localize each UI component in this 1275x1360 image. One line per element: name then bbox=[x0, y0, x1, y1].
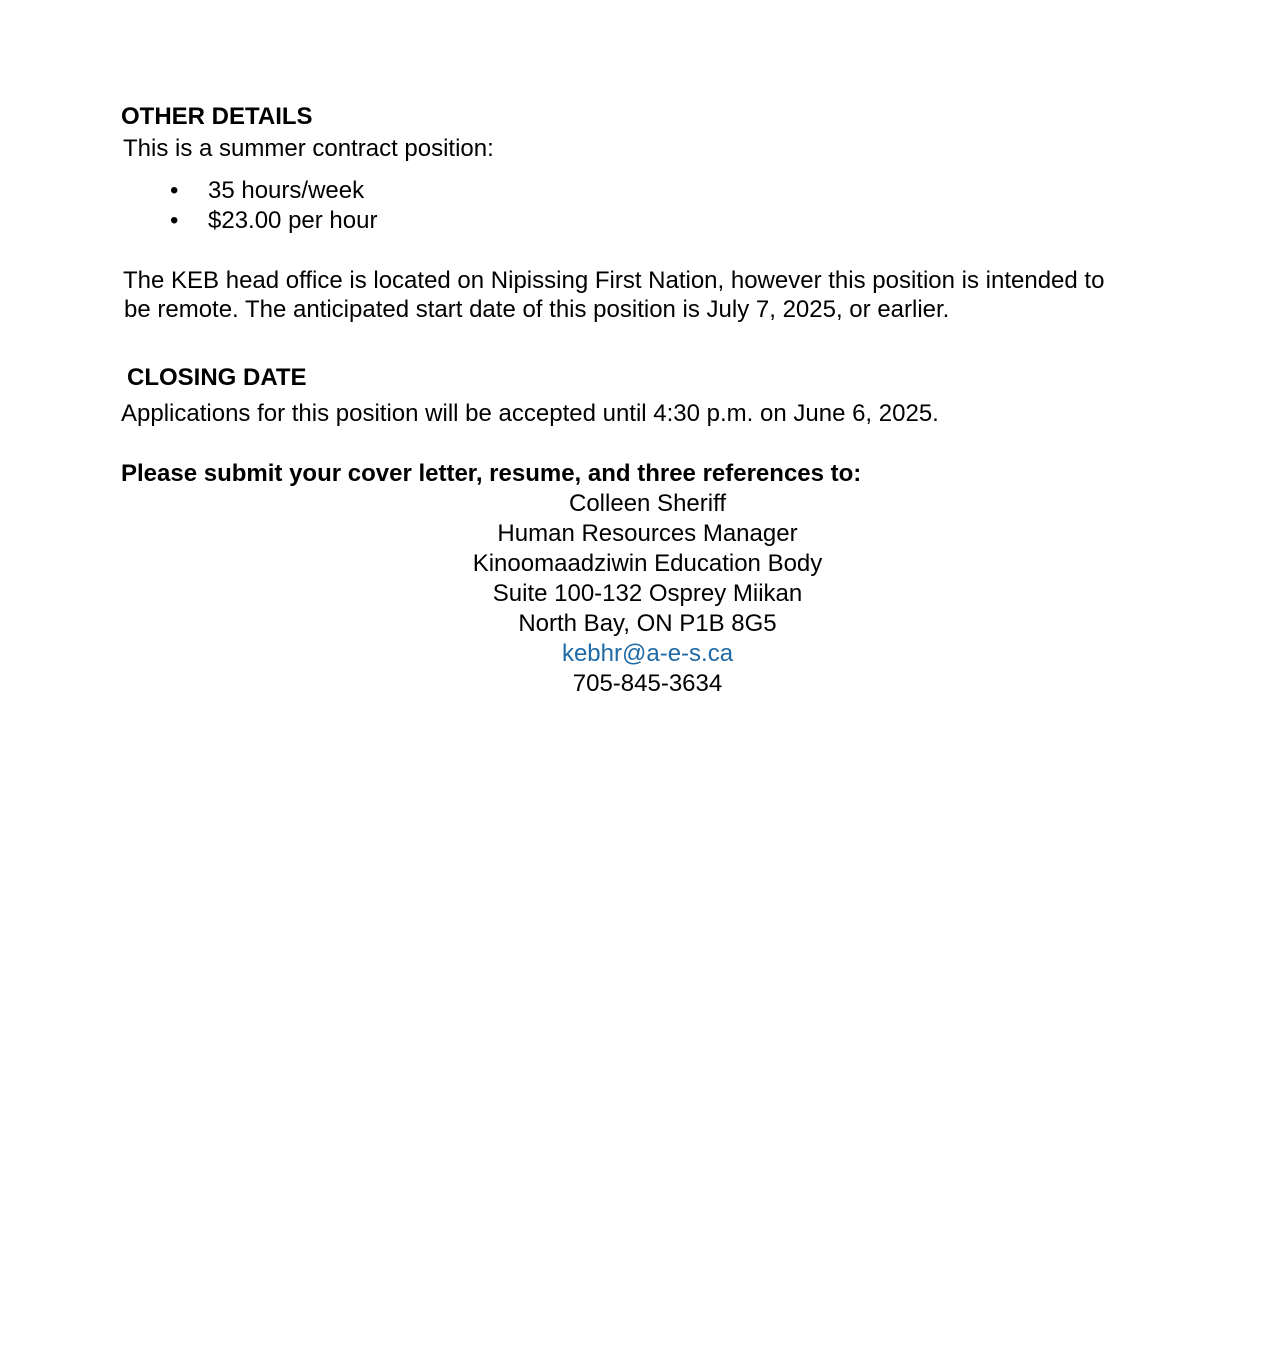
contact-address-line-2: North Bay, ON P1B 8G5 bbox=[518, 610, 777, 637]
contact-address-line-1: Suite 100-132 Osprey Miikan bbox=[492, 580, 803, 607]
contact-email-link[interactable]: kebhr@a-e-s.ca bbox=[561, 640, 734, 667]
bullet-dot-icon: • bbox=[170, 177, 179, 204]
contact-phone: 705-845-3634 bbox=[572, 670, 723, 697]
contact-block bbox=[0, 489, 1275, 699]
closing-date-text: Applications for this position will be accepted until 4:30 p.m. on June 6, 2025. bbox=[121, 400, 939, 427]
submission-heading: Please submit your cover letter, resume, and three references to: bbox=[121, 460, 862, 487]
location-paragraph-line-1: The KEB head office is located on Nipissing First Nation, however this position is intended to bbox=[123, 267, 1105, 294]
bullet-dot-icon: • bbox=[170, 207, 179, 234]
location-paragraph-line-2: be remote. The anticipated start date of this position is July 7, 2025, or earlier. bbox=[124, 296, 950, 323]
contact-email-line bbox=[0, 639, 1275, 669]
contact-name: Colleen Sheriff bbox=[569, 490, 726, 517]
bullet-item-hours: 35 hours/week bbox=[208, 177, 365, 204]
bullet-item-wage: $23.00 per hour bbox=[208, 207, 378, 234]
other-details-heading: OTHER DETAILS bbox=[121, 103, 313, 130]
closing-date-heading: CLOSING DATE bbox=[127, 364, 307, 391]
contact-organization: Kinoomaadziwin Education Body bbox=[472, 550, 823, 577]
contact-title: Human Resources Manager bbox=[497, 520, 798, 547]
contract-intro-text: This is a summer contract position: bbox=[123, 135, 494, 162]
